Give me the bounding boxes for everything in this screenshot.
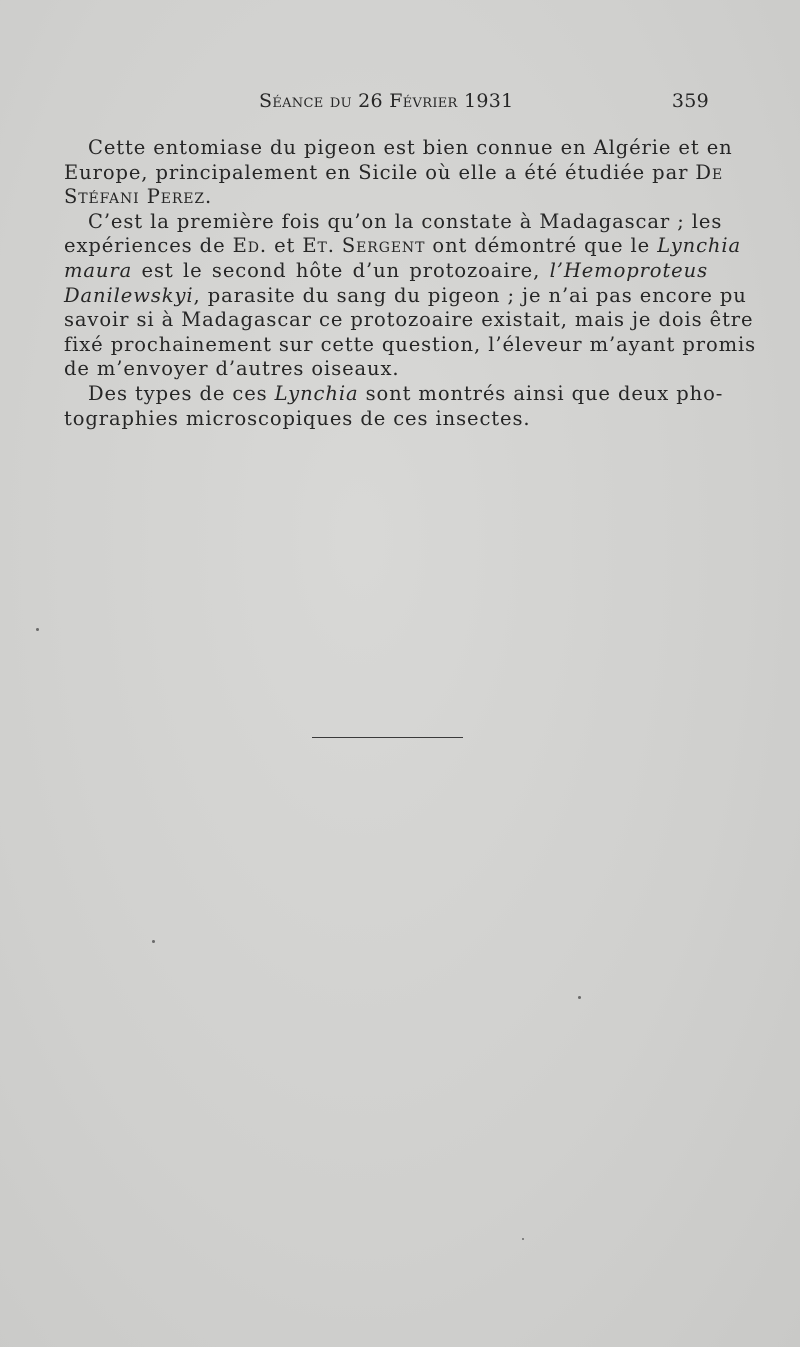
text-span: savoir si à Madagascar ce protozoaire existait, mais je dois être bbox=[64, 308, 754, 332]
paper-speck bbox=[522, 1238, 524, 1240]
text-span: fixé prochainement sur cette question, l’éleveur m’ayant promis bbox=[64, 332, 757, 356]
paper-speck bbox=[578, 996, 581, 999]
paper-speck bbox=[36, 628, 39, 631]
paragraph-1-line-2 bbox=[64, 160, 724, 186]
end-rule bbox=[312, 737, 463, 738]
header-title: Séance du 26 Février 1931 bbox=[259, 90, 514, 112]
text-span: Des types de ces bbox=[88, 381, 275, 405]
text-span: Europe, principalement en Sicile où elle a été étudiée par bbox=[64, 160, 696, 184]
body-text bbox=[64, 136, 757, 431]
paragraph-2-line-6 bbox=[64, 332, 757, 358]
paragraph-2-line-5 bbox=[64, 308, 754, 333]
author-name: Et. Sergent bbox=[302, 234, 426, 258]
author-name: Ed. bbox=[232, 234, 267, 258]
species-name: l’Hemoproteus bbox=[549, 258, 708, 282]
paragraph-3-line-2 bbox=[64, 407, 708, 432]
paragraph-2-line-4 bbox=[64, 283, 747, 309]
paragraph-2-line-2 bbox=[64, 234, 742, 259]
text-span: est le second hôte d’un protozoaire, bbox=[132, 258, 550, 282]
species-name: Danilewskyi bbox=[64, 283, 194, 307]
text-span: C’est la première fois qu’on la constate à Madagascar ; les bbox=[88, 209, 723, 233]
page-number: 359 bbox=[671, 90, 709, 112]
paragraph-2-line-3 bbox=[64, 259, 708, 284]
text-span: et bbox=[266, 234, 303, 258]
paragraph-1-line-3 bbox=[64, 185, 708, 210]
author-name: De bbox=[695, 160, 724, 184]
text-span: expériences de bbox=[64, 234, 233, 258]
text-span: Cette entomiase du pigeon est bien connue en Algérie et en bbox=[88, 136, 733, 159]
running-header bbox=[259, 90, 709, 116]
species-name: Lynchia bbox=[274, 381, 359, 405]
paragraph-2-line-7 bbox=[64, 357, 708, 382]
paragraph-2-line-1 bbox=[64, 209, 723, 235]
text-span: sont montrés ainsi que deux pho- bbox=[358, 381, 724, 405]
paragraph-3-line-1 bbox=[64, 381, 724, 407]
text-span: ont démontré que le bbox=[425, 234, 658, 258]
species-name: maura bbox=[64, 258, 133, 282]
paragraph-1-line-1 bbox=[64, 136, 733, 161]
text-span: de m’envoyer d’autres oiseaux. bbox=[64, 357, 400, 381]
text-span: , parasite du sang du pigeon ; je n’ai pas encore pu bbox=[193, 283, 747, 307]
author-name: Stéfani Perez. bbox=[64, 185, 213, 209]
text-span: tographies microscopiques de ces insectes. bbox=[64, 406, 531, 430]
species-name: Lynchia bbox=[657, 234, 742, 258]
paper-speck bbox=[152, 940, 155, 943]
